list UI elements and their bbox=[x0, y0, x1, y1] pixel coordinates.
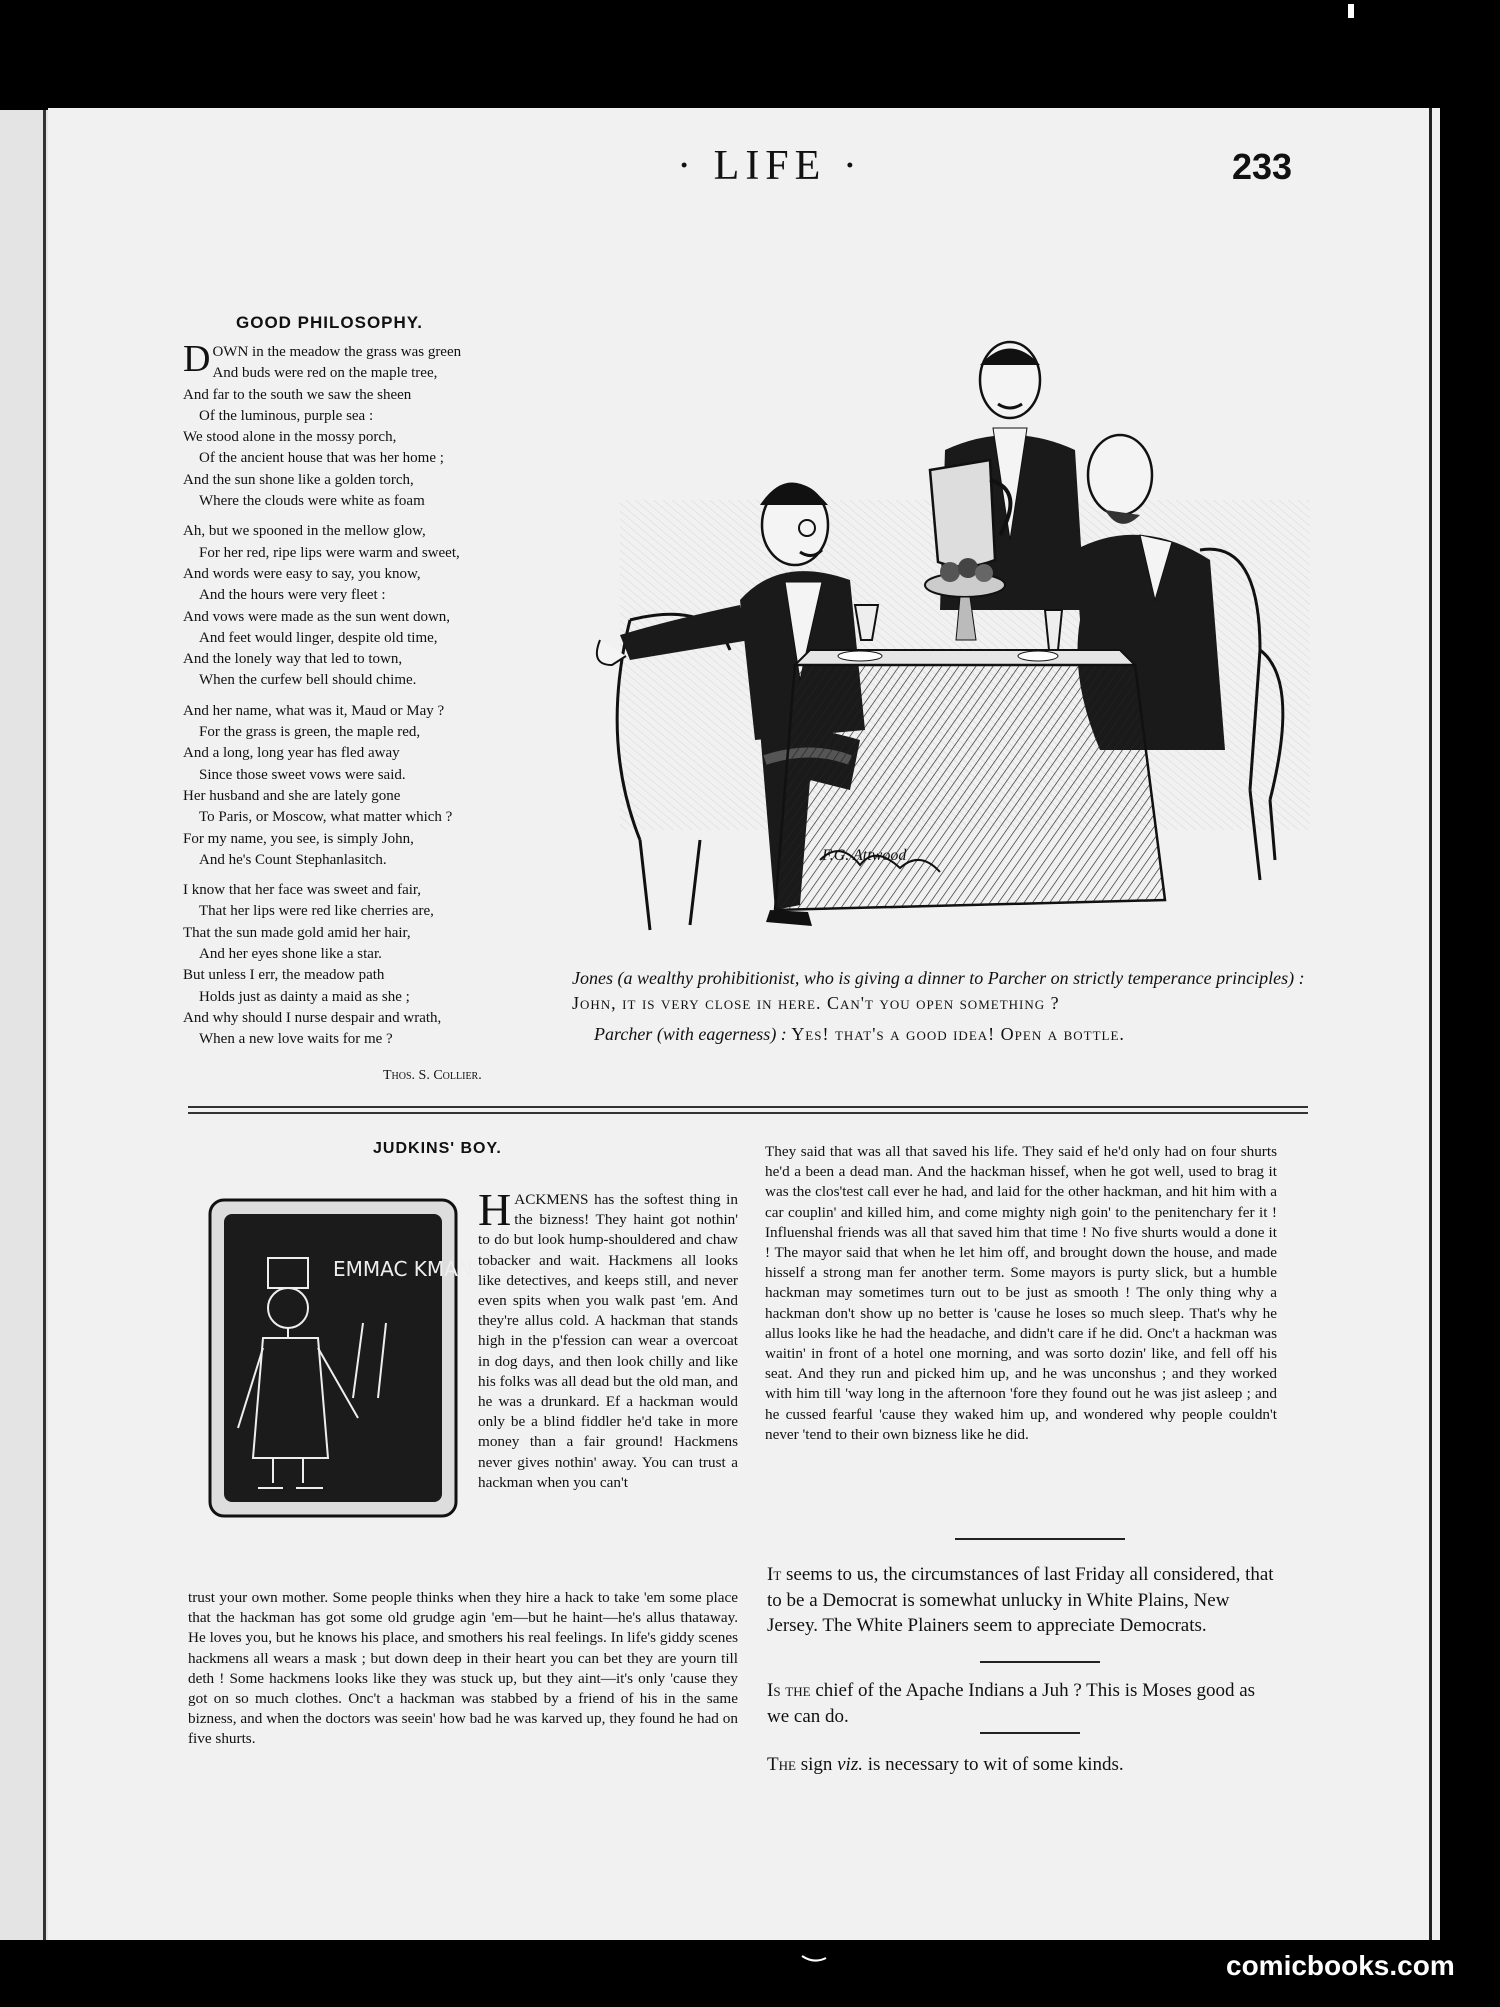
poem-title: GOOD PHILOSOPHY. bbox=[236, 313, 423, 332]
caption-line-1 bbox=[572, 966, 1318, 1016]
scan-speck bbox=[1348, 4, 1354, 18]
caption-stage-direction-1: (a wealthy prohibitionist, who is giving a dinner to Parcher on strictly temperance principles) : bbox=[617, 968, 1305, 988]
poem-line: And why should I nurse despair and wrath, bbox=[183, 1009, 442, 1026]
paragraph-text: chief of the Apache Indians a Juh ? This is Moses good as we can do. bbox=[767, 1680, 1256, 1727]
poem-line: And buds were red on the maple tree, bbox=[212, 365, 438, 382]
paragraph-lead: It bbox=[767, 1564, 782, 1585]
dinner-cartoon-illustration bbox=[560, 320, 1322, 938]
poem-line: Since those sweet vows were said. bbox=[199, 766, 406, 783]
poem-drop-cap: D bbox=[183, 338, 211, 380]
facing-page-edge bbox=[0, 110, 48, 1940]
apache-paragraph bbox=[767, 1678, 1277, 1729]
poem-line: OWN in the meadow the grass was green bbox=[212, 344, 462, 360]
slate-chalk-text: EMMAC KMAN bbox=[333, 1257, 473, 1281]
poem-line: And words were easy to say, you know, bbox=[183, 565, 421, 582]
poem-line: I know that her face was sweet and fair, bbox=[183, 882, 422, 899]
page-number: 233 bbox=[1232, 146, 1293, 187]
poem-line: And the sun shone like a golden torch, bbox=[183, 471, 414, 488]
poem-line: And far to the south we saw the sheen bbox=[183, 386, 412, 403]
paragraph-text: seems to us, the circumstances of last Friday all considered, that to be a Democrat is somewhat unlucky in White Plains, New Jersey. The White Plainers seem to appreciate Democrats. bbox=[767, 1564, 1274, 1636]
poem-line: And vows were made as the sun went down, bbox=[183, 608, 451, 625]
poem-line: Holds just as dainty a maid as she ; bbox=[199, 988, 410, 1005]
section-divider-bottom bbox=[188, 1112, 1308, 1114]
article-text-wrap: ACKMENS has the softest thing in the bizness! They haint got nothin' to do but look hump-shouldered and chaw tobacker and wait. Hackmens all looks like detectives, and keeps still, and never even spits when you walk past 'em. And they're allus cold. A hackman that stands high in the p'fession can wear a overcoat in dog days, and then look chilly and like his folks was all dead but the old man, and he was a drunkard. Ef a hackman would only be a blind fiddler he'd take in more money than a fair ground! Hackmens never gives nothin' away. You can trust a hackman when you can't bbox=[478, 1191, 738, 1491]
article-drop-cap: H bbox=[478, 1184, 512, 1235]
poem-stanza-1 bbox=[183, 338, 543, 512]
poem-stanza-2 bbox=[183, 521, 543, 691]
poem-stanza-3 bbox=[183, 701, 543, 871]
poem-line: And a long, long year has fled away bbox=[183, 745, 400, 762]
poem-line: That the sun made gold amid her hair, bbox=[183, 924, 411, 941]
democrat-paragraph bbox=[767, 1562, 1277, 1639]
scan-mark bbox=[800, 1954, 828, 1962]
article-column-2: They said that was all that saved his life. They said ef he'd only had on four shurts he'd a been a dead man. And the hackman hissef, when he got well, used to brag it was the clos'test call ever he had, and laid for the other hackman, and hit him with a car couplin' and killed him, and come mighty nigh goin' to the penitenchary fer it ! Influenshal friends was all that saved him that time ! No five shurts would a done it ! The mayor said that when he let him off, and brought down the house, and made hisself a strong man fer another term. Some mayors is purty slick, but a humble hackman may sometimes turn out to be just as smooth ! The only thing why a hackman don't show up no better is 'cause he loses so much sleep. That's why he allus looks like he had the headache, and didn't care if he did. Onc't a hackman was waitin' in front of a hotel one morning, and was sorto dozin' like, and fell off his seat. And they run and picked him up, and he was unconshus ; and they worked with him till 'way long in the afternoon 'fore they found out he was jist asleep ; and he cussed fearful 'cause they waked him up, and wondered why people couldn't never 'tend to their own bizness like he did. bbox=[765, 1143, 1277, 1443]
poem-line: And he's Count Stephanlasitch. bbox=[199, 851, 387, 868]
poem-line: Her husband and she are lately gone bbox=[183, 787, 401, 804]
poem-line: Of the luminous, purple sea : bbox=[199, 407, 374, 424]
poem-line: Of the ancient house that was her home ; bbox=[199, 450, 444, 467]
poem-line: But unless I err, the meadow path bbox=[183, 967, 385, 984]
caption-line-2 bbox=[572, 1022, 1318, 1047]
caption-stage-direction-2: (with eagerness) : bbox=[656, 1024, 787, 1044]
poem-line: That her lips were red like cherries are, bbox=[199, 903, 434, 920]
short-divider-2 bbox=[980, 1661, 1100, 1663]
poem-line: To Paris, or Moscow, what matter which ? bbox=[199, 809, 453, 826]
masthead: · LIFE · bbox=[677, 143, 863, 189]
page-gutter bbox=[43, 110, 46, 1940]
viz-paragraph bbox=[767, 1752, 1277, 1778]
poem-line: For the grass is green, the maple red, bbox=[199, 724, 421, 741]
cartoon-caption bbox=[572, 966, 1318, 1053]
short-divider-1 bbox=[955, 1538, 1125, 1540]
paragraph-text: is necessary to wit of some kinds. bbox=[867, 1754, 1124, 1775]
paragraph-italic-word: viz. bbox=[837, 1754, 863, 1775]
article-column-1-full: trust your own mother. Some people thinks when they hire a hack to take 'em some place that the hackman has got some old grudge agin 'em—but he haint—he's allus thataway. He loves you, but he knows his place, and smothers his real feelings. In life's giddy scenes hackmens all wears a mask ; but down deep in their heart you can bet they are yourn till deth ! Some hackmens looks like they was stuck up, but they aint—it's only 'cause they got on so much clothes. Onc't a hackman was stabbed by a friend of his in the same bizness, and when the doctors was seein' how bad he was karved up, they found he had on five shurts. bbox=[188, 1589, 738, 1748]
caption-speech-1: John, it is very close in here. Can't you open something ? bbox=[572, 993, 1060, 1013]
paragraph-lead: Is the bbox=[767, 1680, 811, 1701]
poem-stanza-4 bbox=[183, 880, 543, 1050]
poem-line: And her name, what was it, Maud or May ? bbox=[183, 702, 445, 719]
poem-line: For her red, ripe lips were warm and sweet, bbox=[199, 544, 460, 561]
short-divider-3 bbox=[980, 1732, 1080, 1734]
poem-line: We stood alone in the mossy porch, bbox=[183, 429, 397, 446]
article-column-1-wrap bbox=[478, 1184, 738, 1493]
poem-line: And the hours were very fleet : bbox=[199, 587, 386, 604]
poem-line: And feet would linger, despite old time, bbox=[199, 629, 438, 646]
caption-speaker-jones: Jones bbox=[572, 968, 613, 988]
section-divider-top bbox=[188, 1106, 1308, 1108]
poem-line: When the curfew bell should chime. bbox=[199, 672, 417, 689]
article-title: JUDKINS' BOY. bbox=[373, 1140, 502, 1157]
poem-line: Where the clouds were white as foam bbox=[199, 493, 425, 510]
caption-speech-2: Yes! that's a good idea! Open a bottle. bbox=[791, 1024, 1125, 1044]
poem-line: And her eyes shone like a star. bbox=[199, 946, 382, 963]
poem-line: For my name, you see, is simply John, bbox=[183, 830, 414, 847]
poem-line: When a new love waits for me ? bbox=[199, 1031, 393, 1048]
poem-line: Ah, but we spooned in the mellow glow, bbox=[183, 523, 426, 540]
poem-body bbox=[183, 338, 543, 1060]
artist-signature: F.G. Attwood bbox=[822, 847, 907, 864]
page-border bbox=[1429, 108, 1432, 1940]
paragraph-text: sign bbox=[800, 1754, 833, 1775]
poem-attribution: Thos. S. Collier. bbox=[383, 1068, 482, 1083]
caption-speaker-parcher: Parcher bbox=[594, 1024, 653, 1044]
paragraph-lead: The bbox=[767, 1754, 796, 1775]
site-watermark: comicbooks.com bbox=[1226, 1950, 1455, 1981]
poem-line: And the lonely way that led to town, bbox=[183, 651, 403, 668]
chalk-slate-illustration bbox=[208, 1198, 473, 1518]
